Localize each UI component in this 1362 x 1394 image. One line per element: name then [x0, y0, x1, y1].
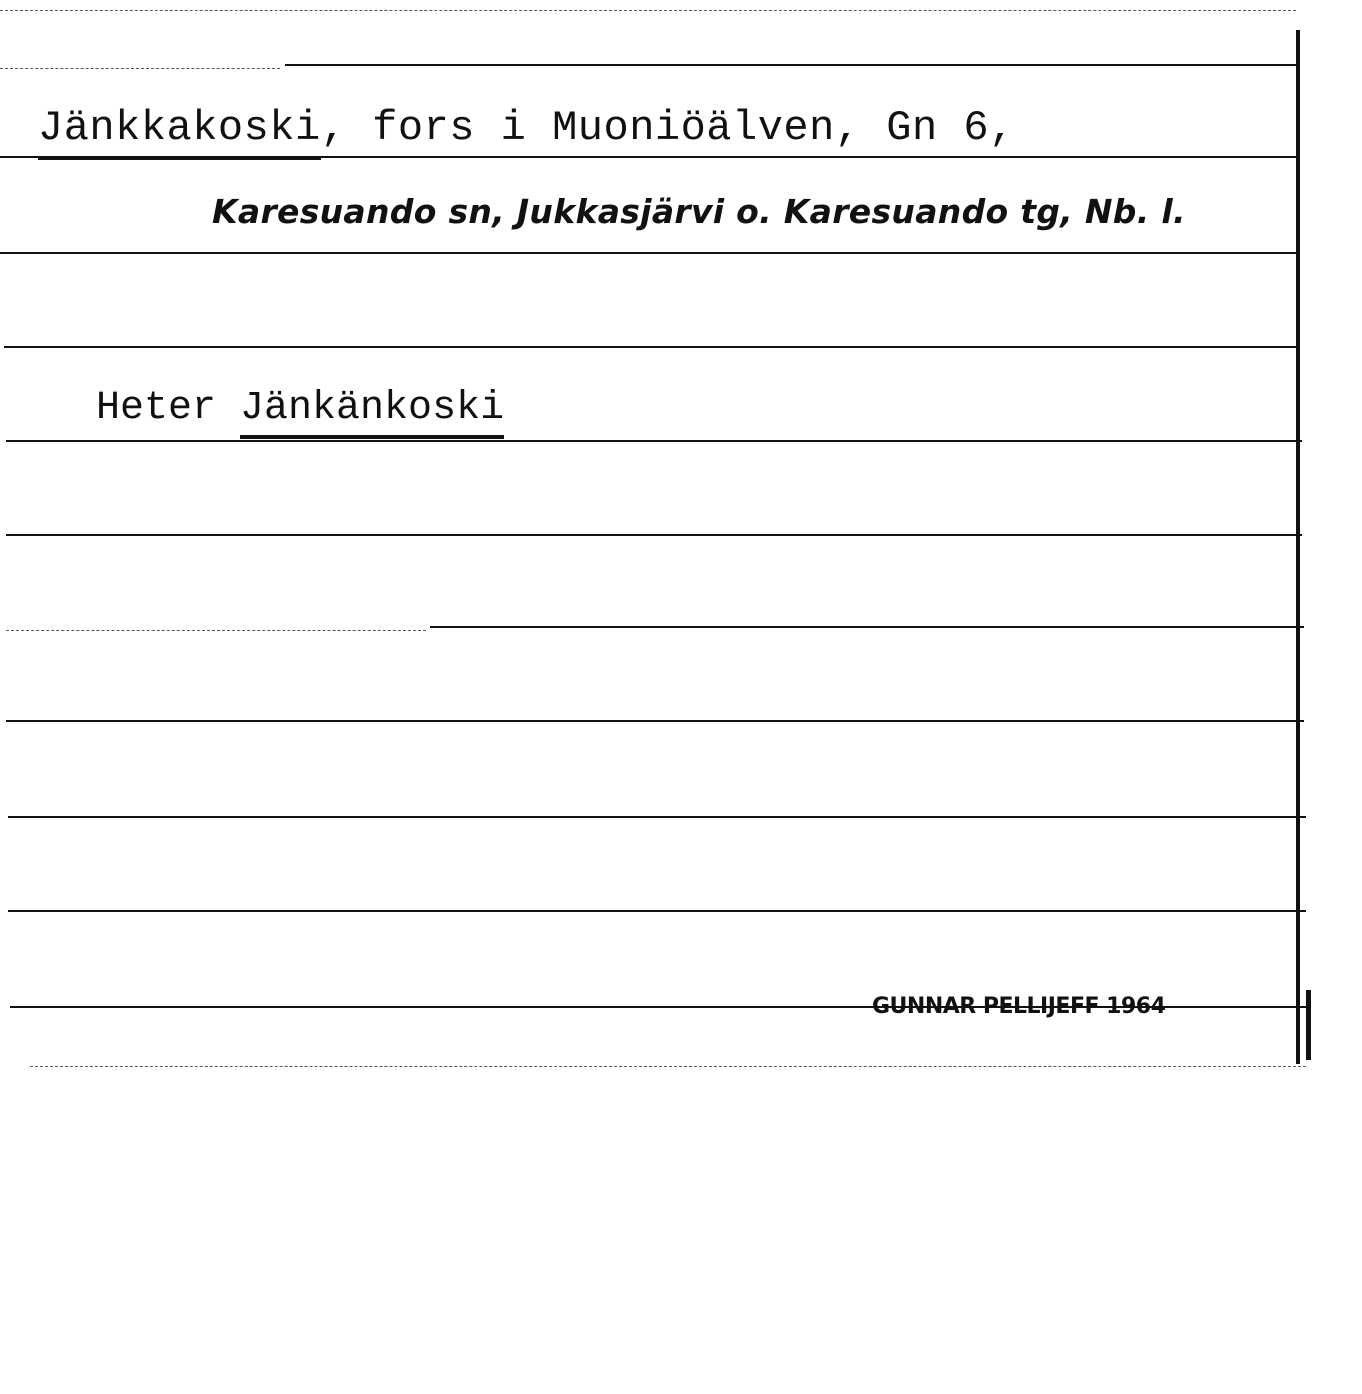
ruled-line	[0, 10, 1296, 11]
ruled-line	[4, 346, 1300, 348]
card-right-edge	[1296, 30, 1300, 1064]
ruled-line	[6, 630, 426, 631]
ruled-line	[285, 64, 1297, 66]
note-prefix: Heter	[96, 386, 241, 431]
entry-name: Jänkkakoski	[38, 104, 321, 160]
card-right-edge	[1306, 990, 1311, 1060]
ruled-line	[6, 440, 1302, 442]
author-stamp: GUNNAR PELLIJEFF 1964	[872, 994, 1166, 1019]
note-line	[96, 386, 504, 431]
ruled-line	[8, 910, 1306, 912]
ruled-line	[6, 720, 1304, 722]
ruled-line	[430, 626, 1304, 628]
entry-heading	[38, 104, 1015, 152]
entry-description: , fors i Muoniöälven, Gn 6,	[320, 104, 1015, 152]
ruled-line	[0, 68, 280, 69]
ruled-line	[30, 1066, 1306, 1067]
ruled-line	[0, 252, 1298, 254]
location-line: Karesuando sn, Jukkasjärvi o. Karesuando tg, Nb. l.	[212, 192, 1186, 231]
ruled-line	[6, 534, 1302, 536]
ruled-line	[8, 816, 1306, 818]
note-name: Jänkänkoski	[240, 386, 504, 439]
